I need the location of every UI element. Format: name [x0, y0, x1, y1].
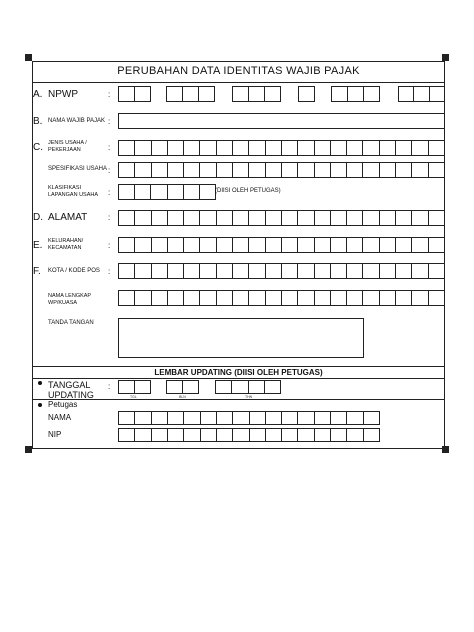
registration-mark-top-right: [442, 54, 449, 61]
jenis-usaha-label: JENIS USAHA / PEKERJAAN: [48, 140, 87, 153]
tanggal-bln-boxes[interactable]: [166, 380, 199, 394]
jenis-usaha-colon: :: [108, 143, 111, 152]
kota-kode-pos-label: KOTA / KODE POS: [48, 268, 100, 274]
npwp-boxes-3[interactable]: [232, 86, 281, 102]
bln-caption: BLN: [179, 395, 186, 399]
kota-colon: :: [108, 267, 111, 276]
nama-wp-colon: :: [108, 117, 111, 126]
nama-wajib-pajak-field[interactable]: [118, 113, 445, 129]
npwp-colon: :: [108, 90, 111, 99]
nama-wajib-pajak-label: NAMA WAJIB PAJAK: [48, 118, 106, 124]
section-b-letter: B.: [33, 116, 43, 127]
form-title: PERUBAHAN DATA IDENTITAS WAJIB PAJAK: [117, 65, 360, 77]
spesifikasi-colon: :: [108, 166, 111, 175]
klasifikasi-boxes[interactable]: [118, 184, 216, 200]
klasifikasi-colon: :: [108, 188, 111, 197]
tanda-tangan-label: TANDA TANGAN: [48, 320, 94, 326]
petugas-label: Petugas: [48, 400, 78, 409]
kota-kode-pos-boxes[interactable]: [118, 263, 445, 279]
tanda-tangan-box[interactable]: [118, 318, 364, 358]
nama-lengkap-boxes[interactable]: [118, 290, 445, 306]
nama-petugas-label: NAMA: [48, 413, 72, 422]
section-a-letter: A.: [33, 89, 43, 100]
section-f-letter: F.: [33, 266, 41, 277]
section-d-letter: D.: [33, 212, 43, 223]
section-c-letter: C.: [33, 142, 43, 153]
tanggal-tgl-boxes[interactable]: [118, 380, 151, 394]
registration-mark-bottom-left: [25, 446, 32, 453]
alamat-colon: :: [108, 213, 111, 222]
npwp-boxes-1[interactable]: [118, 86, 151, 102]
lembar-updating-heading: LEMBAR UPDATING (DIISI OLEH PETUGAS): [154, 368, 323, 377]
npwp-boxes-2[interactable]: [166, 86, 215, 102]
divider-tanggal: [32, 399, 445, 400]
spesifikasi-usaha-boxes[interactable]: [118, 162, 445, 178]
npwp-boxes-6[interactable]: [398, 86, 445, 102]
nama-petugas-boxes[interactable]: [118, 411, 380, 425]
alamat-boxes[interactable]: [118, 210, 445, 226]
title-row: [32, 61, 445, 83]
section-e-letter: E.: [33, 240, 43, 251]
nip-label: NIP: [48, 430, 62, 439]
tanggal-colon: :: [108, 382, 111, 391]
tanggal-updating-label: TANGGAL UPDATING: [48, 380, 94, 400]
kelurahan-label: KELURAHAN/ KECAMATAN: [48, 238, 84, 251]
divider-top: [32, 366, 445, 367]
petugas-bullet: [38, 403, 42, 407]
npwp-label: NPWP: [48, 89, 78, 100]
klasifikasi-label: KLASIFIKASI LAPANGAN USAHA: [48, 185, 99, 198]
jenis-usaha-boxes[interactable]: [118, 140, 445, 156]
divider-bottom: [32, 378, 445, 379]
alamat-label: ALAMAT: [48, 212, 88, 223]
tanggal-bullet: [38, 381, 42, 385]
nama-lengkap-label: NAMA LENGKAP WP/KUASA: [48, 293, 92, 306]
thn-caption: THN: [245, 395, 253, 399]
nip-boxes[interactable]: [118, 428, 380, 442]
npwp-boxes-4[interactable]: [298, 86, 315, 102]
registration-mark-top-left: [25, 54, 32, 61]
kelurahan-colon: :: [108, 241, 111, 250]
kelurahan-boxes[interactable]: [118, 237, 445, 253]
spesifikasi-usaha-label: SPESIFIKASI USAHA: [48, 166, 108, 172]
tgl-caption: TGL: [130, 395, 137, 399]
diisi-oleh-petugas-note: (DIISI OLEH PETUGAS): [215, 188, 281, 194]
tanggal-thn-boxes[interactable]: [215, 380, 281, 394]
npwp-boxes-5[interactable]: [331, 86, 380, 102]
